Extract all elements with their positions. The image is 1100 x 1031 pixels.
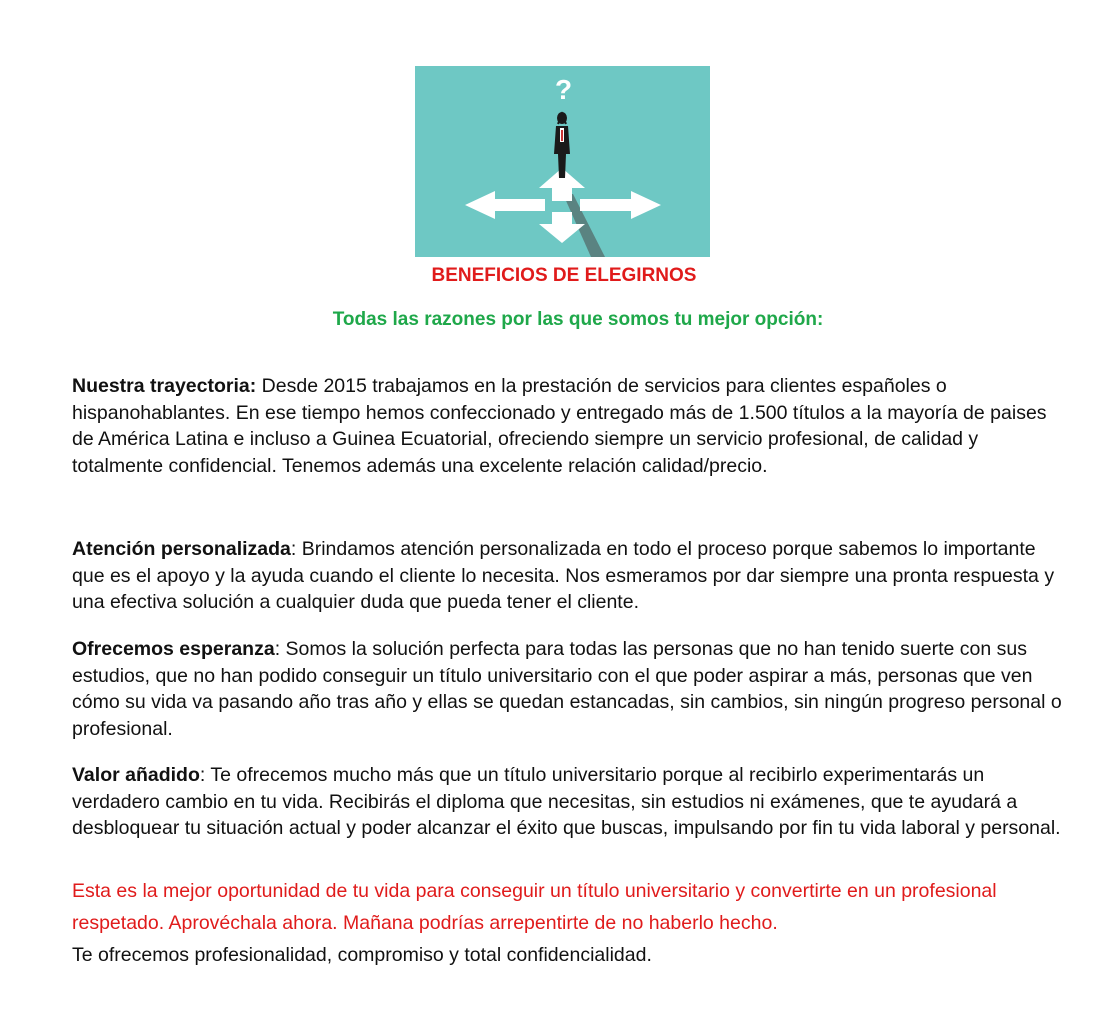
section-esperanza <box>72 636 1062 742</box>
section-text: Desde 2015 trabajamos en la prestación de servicios para clientes españoles o hispanohablantes. En ese tiempo hemos confeccionado y entregado más de 1.500 títulos a la mayoría de paises de América Latina e incluso a Guinea Ecuatorial, ofreciendo siempre un servicio profesional, de calidad y totalmente confidencial. Tenemos además una excelente relación calidad/precio. <box>72 375 1047 477</box>
section-heading: Nuestra trayectoria: <box>72 375 257 397</box>
page-subtitle: Todas las razones por las que somos tu mejor opción: <box>332 309 824 330</box>
section-heading: Valor añadido <box>72 764 200 786</box>
closing-text: Te ofrecemos profesionalidad, compromiso y total confidencialidad. <box>72 944 652 966</box>
section-text: : Te ofrecemos mucho más que un título universitario porque al recibirlo experimentarás un verdadero cambio en tu vida. Recibirás el diploma que necesitas, sin estudios ni exámenes, que te ayudará a desbloquear tu situación actual y poder alcanzar el éxito que buscas, impulsando por fin tu vida laboral y personal. <box>72 764 1061 839</box>
section-heading: Atención personalizada <box>72 538 291 560</box>
section-text: : Somos la solución perfecta para todas las personas que no han tenido suerte con sus estudios, que no han podido conseguir un título universitario con el que poder aspirar a más, personas que ven cómo su vida va pasando año tras año y ellas se quedan estancadas, sin cambios, sin ningún progreso personal o profesional. <box>72 638 1062 740</box>
section-heading: Ofrecemos esperanza <box>72 638 275 660</box>
page-title: BENEFICIOS DE ELEGIRNOS <box>431 265 697 286</box>
section-text: : Brindamos atención personalizada en todo el proceso porque sabemos lo importante que es el apoyo y la ayuda cuando el cliente lo necesita. Nos esmeramos por dar siempre una pronta respuesta y una efectiva solución a cualquier duda que pueda tener el cliente. <box>72 538 1055 613</box>
question-mark: ? <box>555 74 573 105</box>
section-trayectoria <box>72 373 1062 479</box>
section-atencion <box>72 536 1062 616</box>
section-valor <box>72 762 1062 842</box>
promo-text: Esta es la mejor oportunidad de tu vida para conseguir un título universitario y convertirte en un profesional respetado. Aprovéchala ahora. Mañana podrías arrepentirte de no haberlo hecho. <box>72 880 997 934</box>
hero-illustration <box>415 66 710 257</box>
